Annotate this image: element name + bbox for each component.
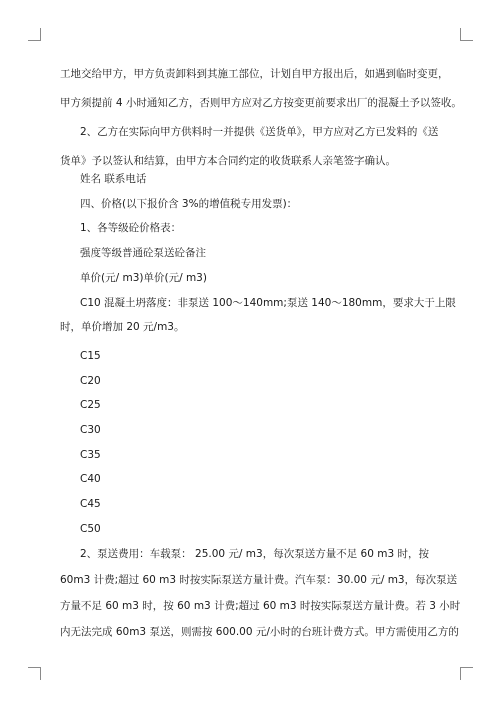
- text-line: C10 混凝土坍落度：非泵送 100～140mm;泵送 140～180mm，要求大于上限: [80, 297, 456, 309]
- text-line: 甲方须提前 4 小时通知乙方，否则甲方应对乙方按变更前要求出厂的混凝土予以签收。: [60, 97, 462, 109]
- grade-item: C30: [80, 424, 101, 436]
- section-heading: 四、价格(以下报价含 3%的增值税专用发票)：: [80, 198, 298, 210]
- text-line: 60m3 计费;超过 60 m3 时按实际泵送方量计费。汽车泵：30.00 元/ m3，每次泵送: [60, 574, 458, 586]
- text-line: 姓名 联系电话: [80, 173, 147, 185]
- text-line: 方量不足 60 m3 时，按 60 m3 计费;超过 60 m3 时按实际泵送方量计费。若 3 小时: [60, 600, 461, 612]
- text-line: 单价(元/ m3)单价(元/ m3): [80, 272, 207, 284]
- text-line: 强度等级普通砼泵送砼备注: [80, 247, 206, 259]
- grade-item: C20: [80, 375, 101, 387]
- grade-item: C15: [80, 350, 101, 362]
- crop-mark-bottom-left: [28, 667, 41, 680]
- grade-item: C50: [80, 523, 101, 535]
- text-line: 1、各等级砼价格表：: [80, 222, 182, 234]
- crop-mark-bottom-right: [460, 667, 473, 680]
- text-line: 时，单价增加 20 元/m3。: [60, 321, 185, 333]
- crop-mark-top-right: [460, 28, 473, 41]
- grade-item: C25: [80, 399, 101, 411]
- text-line: 内无法完成 60m3 泵送，则需按 600.00 元/小时的台班计费方式。甲方需使用乙方的: [60, 626, 459, 638]
- text-line: 货单》予以签认和结算，由甲方本合同约定的收货联系人亲笔签字确认。: [60, 155, 396, 167]
- grade-item: C35: [80, 449, 101, 461]
- text-line: 工地交给甲方，甲方负责卸料到其施工部位，计划自甲方报出后，如遇到临时变更，: [60, 68, 449, 80]
- grade-item: C45: [80, 498, 101, 510]
- crop-mark-top-left: [28, 28, 41, 41]
- text-line: 2、乙方在实际向甲方供料时一并提供《送货单》，甲方应对乙方已发料的《送: [80, 126, 439, 138]
- text-line: 2、泵送费用：车载泵： 25.00 元/ m3，每次泵送方量不足 60 m3 时，按: [80, 548, 429, 560]
- grade-item: C40: [80, 473, 101, 485]
